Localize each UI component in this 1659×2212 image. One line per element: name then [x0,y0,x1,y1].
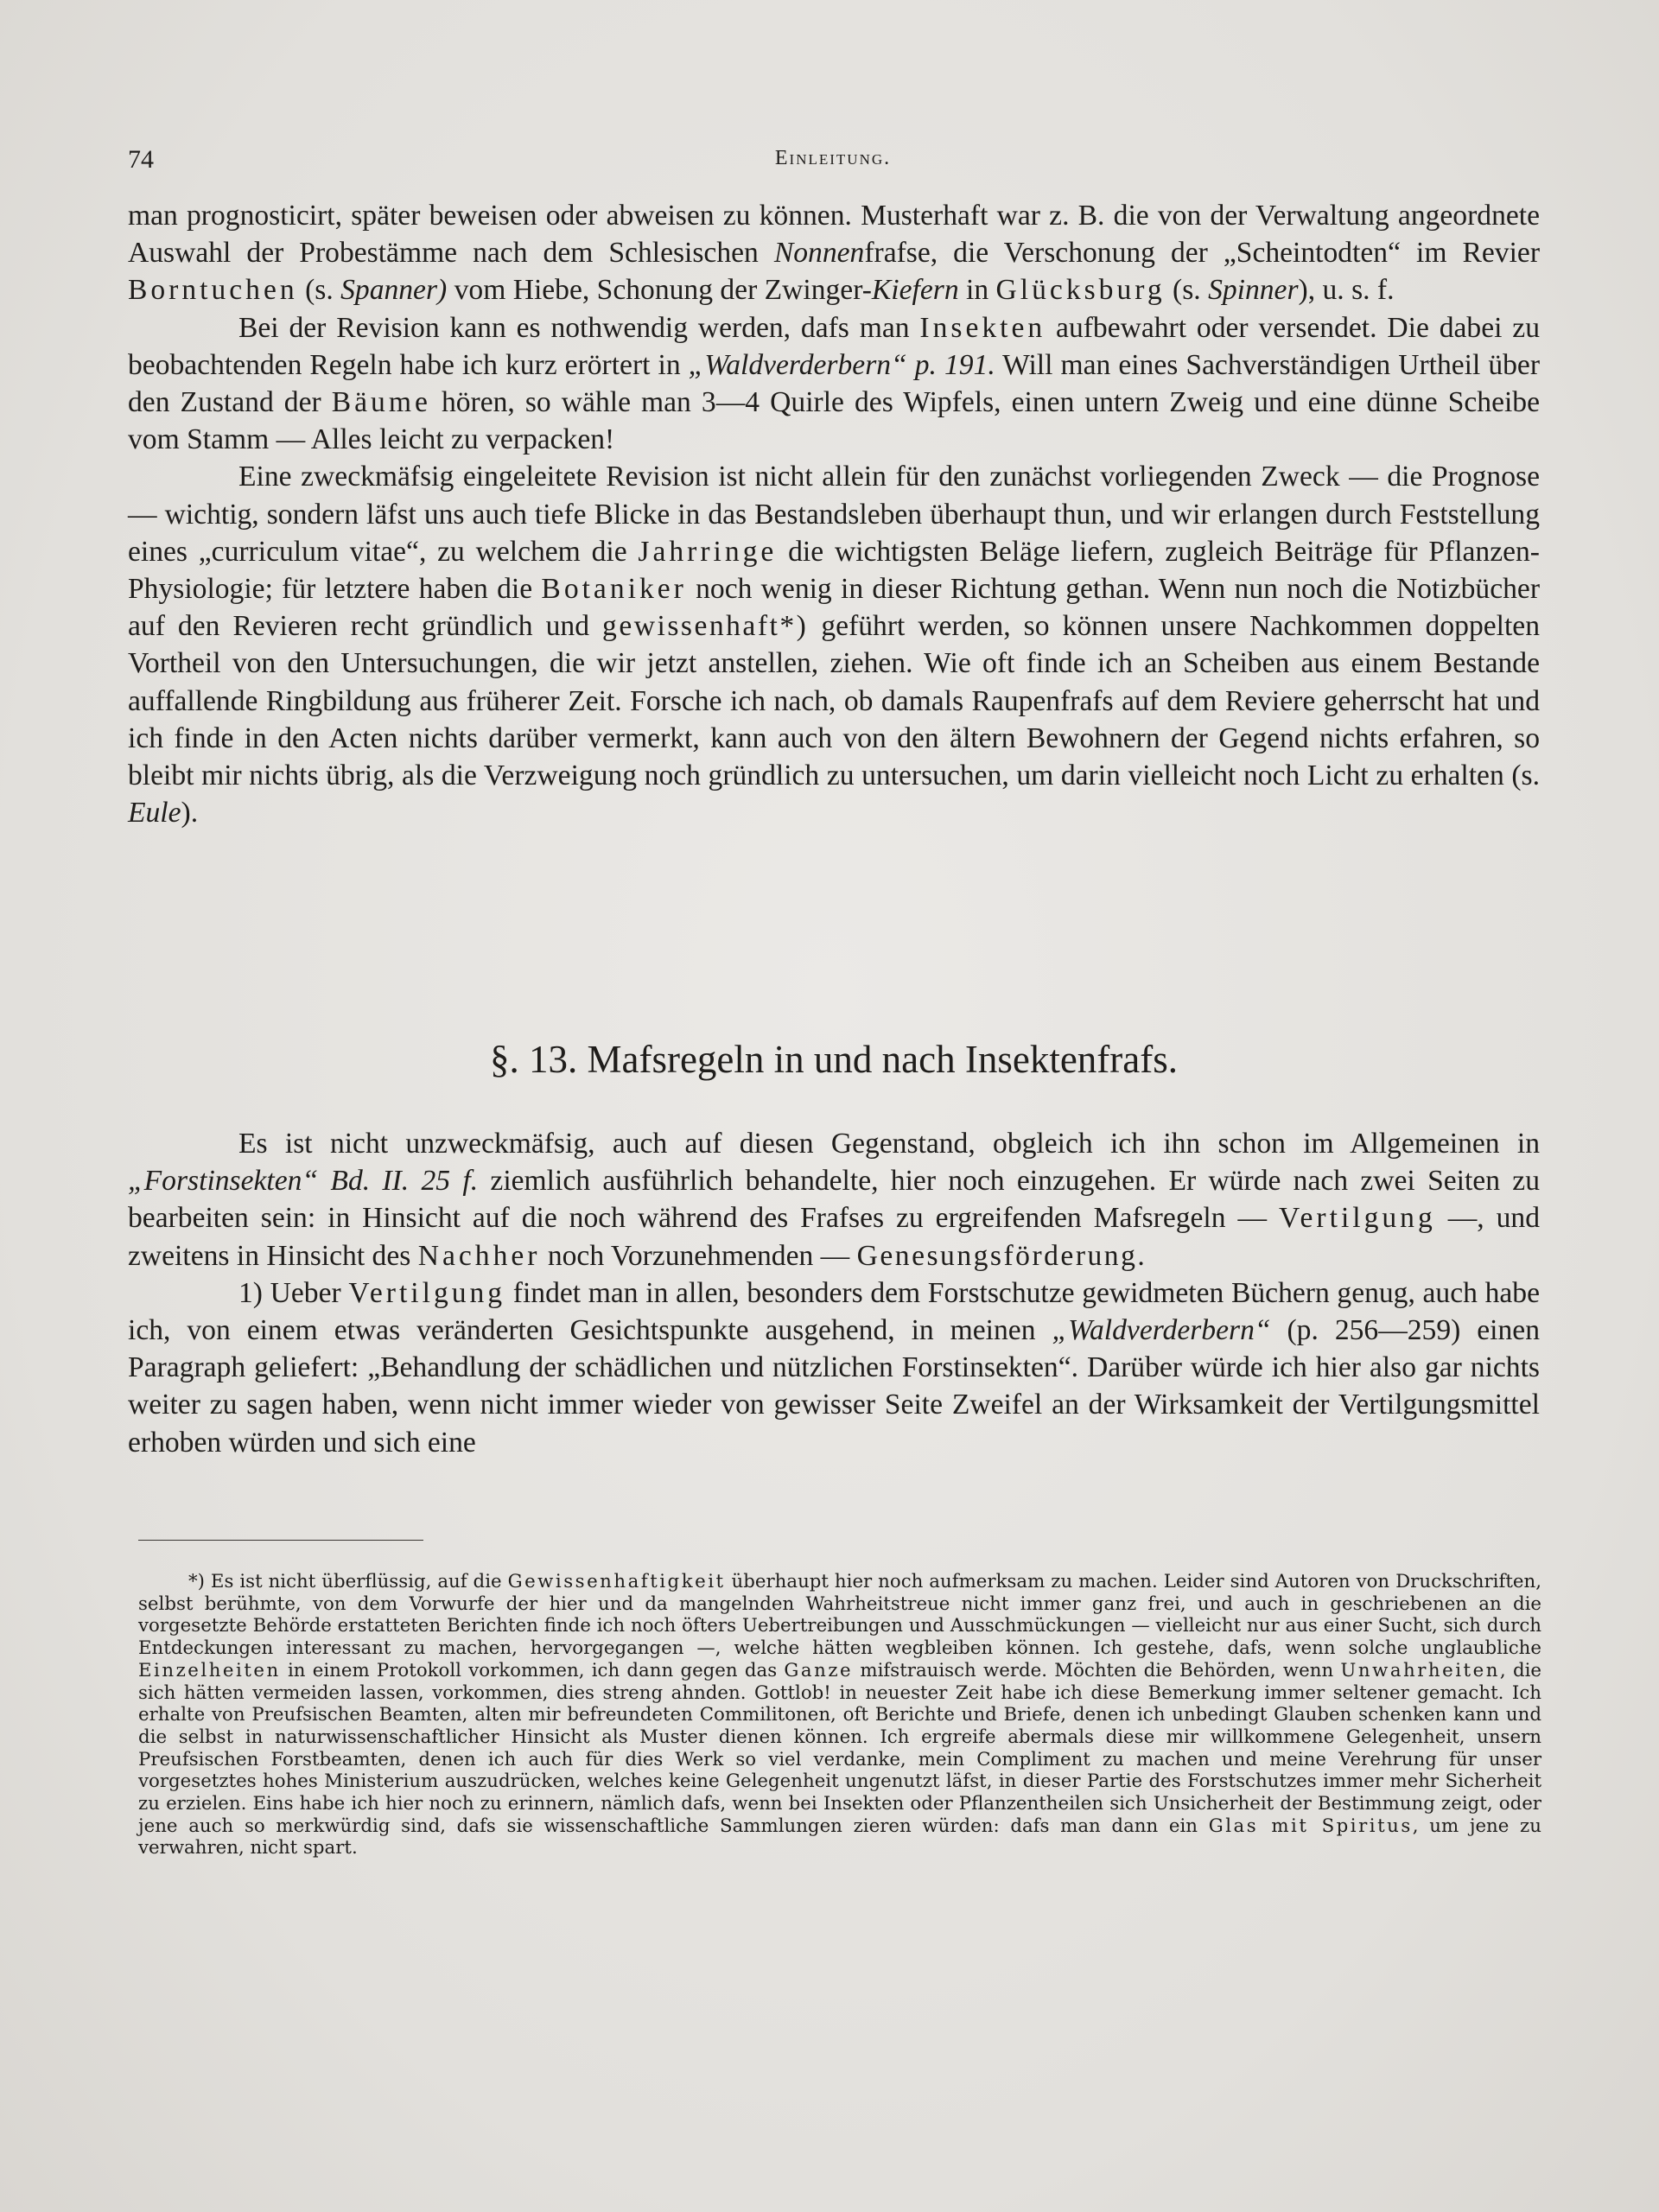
page-number: 74 [128,145,154,174]
section-heading: §. 13. Mafsregeln in und nach Insektenfrafs. [489,1038,1178,1081]
section-text [128,1125,1540,1461]
footnote-divider [138,1540,423,1541]
footnote-text: *) Es ist nicht überflüssig, auf die Gewissenhaftigkeit überhaupt hier noch aufmerksam zu machen. Leider sind Autoren von Druckschriften, selbst berühmte, von dem Vorwurfe der hier und da mangelnden Wahrheitstreue nicht immer ganz frei, und auch in geschriebenen an die vorgesetzte Behörde erstatteten Berichten finde ich noch öfters Uebertreibungen und Ausschmückungen — vielleicht nur aus einer Sucht, sich durch Entdeckungen interessant zu machen, hervorgegangen —, welche hätten wegbleiben können. Ich gestehe, dafs, wenn solche unglaubliche Einzelheiten in einem Protokoll vorkommen, ich dann gegen das Ganze mifstrauisch werde. Möchten die Behörden, wenn Unwahrheiten, die sich hätten vermeiden lassen, vorkommen, dies streng ahnden. Gottlob! in neuester Zeit habe ich diese Bemerkung immer seltener gemacht. Ich erhalte von Preufsischen Beamten, alten mir befreundeten Commilitonen, oft Berichte und Briefe, denen ich unbedingt Glauben schenken kann und die selbst in naturwissenschaftlicher Hinsicht als Muster dienen können. Ich ergreife abermals diese mir willkommene Gelegenheit, unsern Preufsischen Forstbeamten, denen ich auch für dies Werk so viel verdanke, mein Compliment zu machen und meine Verehrung für unser vorgesetztes hohes Ministerium auszudrücken, welches keine Gelegenheit ungenutzt läfst, in dieser Partie des Forstschutzes immer mehr Sicherheit zu erzielen. Eins habe ich hier noch zu erinnern, nämlich dafs, wenn bei Insekten oder Pflanzentheilen sich Unsicherheit der Bestimmung zeigt, oder jene auch so merkwürdig sind, dafs sie wissenschaftliche Sammlungen zieren würden: dafs man dann ein Glas mit Spiritus, um jene zu verwahren, nicht spart. [138,1571,1541,1859]
paragraph-section-intro: Es ist nicht unzweckmäfsig, auch auf diesen Gegenstand, obgleich ich ihn schon im Allgemeinen in „Forstinsekten“ Bd. II. 25 f. ziemlich ausführlich behandelte, hier noch einzugehen. Er würde nach zwei Seiten zu bearbeiten sein: in Hinsicht auf die noch während des Frafses zu ergreifenden Mafsregeln — Vertilgung —, und zweitens in Hinsicht des Nachher noch Vorzunehmenden — Genesungsförderung. [128,1128,1540,1272]
intro-text [128,197,1540,831]
running-title: Einleitung. [774,147,892,169]
running-head [128,145,1538,180]
footnote [138,1571,1541,1859]
paragraph-curriculum: Eine zweckmäfsig eingeleitete Revision ist nicht allein für den zunächst vorliegenden Zweck — die Prognose — wichtig, sondern läfst uns auch tiefe Blicke in das Bestandsleben überhaupt thun, und wir erlangen durch Feststellung eines „curriculum vitae“, zu welchem die Jahrringe die wichtigsten Beläge liefern, zugleich Beiträge für Pflanzen-Physiologie; für letztere haben die Botaniker noch wenig in dieser Richtung gethan. Wenn nun noch die Notizbücher auf den Revieren recht gründlich und gewissenhaft*) geführt werden, so können unsere Nachkommen doppelten Vortheil von den Untersuchungen, die wir jetzt anstellen, ziehen. Wie oft finde ich an Scheiben aus einem Bestande auffallende Ringbildung aus früherer Zeit. Forsche ich nach, ob damals Raupenfrafs auf dem Reviere geherrscht hat und ich finde in den Acten nichts darüber vermerkt, kann auch von den ältern Bewohnern der Gegend nichts erfahren, so bleibt mir nichts übrig, als die Verzweigung noch gründlich zu untersuchen, um darin vielleicht noch Licht zu erhalten (s. Eule). [128,461,1541,830]
paragraph-continued: man prognosticirt, später beweisen oder abweisen zu können. Musterhaft war z. B. die von der Verwaltung angeordnete Auswahl der Probestämme nach dem Schlesischen Nonnenfrafse, die Verschonung der „Scheintodten“ im Revier Borntuchen (s. Spanner) vom Hiebe, Schonung der Zwinger-Kiefern in Glücksburg (s. Spinner), u. s. f. [128,200,1540,307]
paragraph-revision: Bei der Revision kann es nothwendig werden, dafs man Insekten aufbewahrt oder versendet. Die dabei zu beobachtenden Regeln habe ich kurz erörtert in „Waldverderbern“ p. 191. Will man eines Sachverständigen Urtheil über den Zustand der Bäume hören, so wähle man 3—4 Quirle des Wipfels, einen untern Zweig und eine dünne Scheibe vom Stamm — Alles leicht zu verpacken! [128,311,1540,456]
paragraph-vertilgung: 1) Ueber Vertilgung findet man in allen, besonders dem Forstschutze gewidmeten Büchern genug, auch habe ich, von einem etwas veränderten Gesichtspunkte ausgehend, in meinen „Waldverderbern“ (p. 256—259) einen Paragraph geliefert: „Behandlung der schädlichen und nützlichen Forstinsekten“. Darüber würde ich hier also gar nichts weiter zu sagen haben, wenn nicht immer wieder von gewisser Seite Zweifel an der Wirksamkeit der Vertilgungsmittel erhoben würden und sich eine [128,1276,1540,1459]
